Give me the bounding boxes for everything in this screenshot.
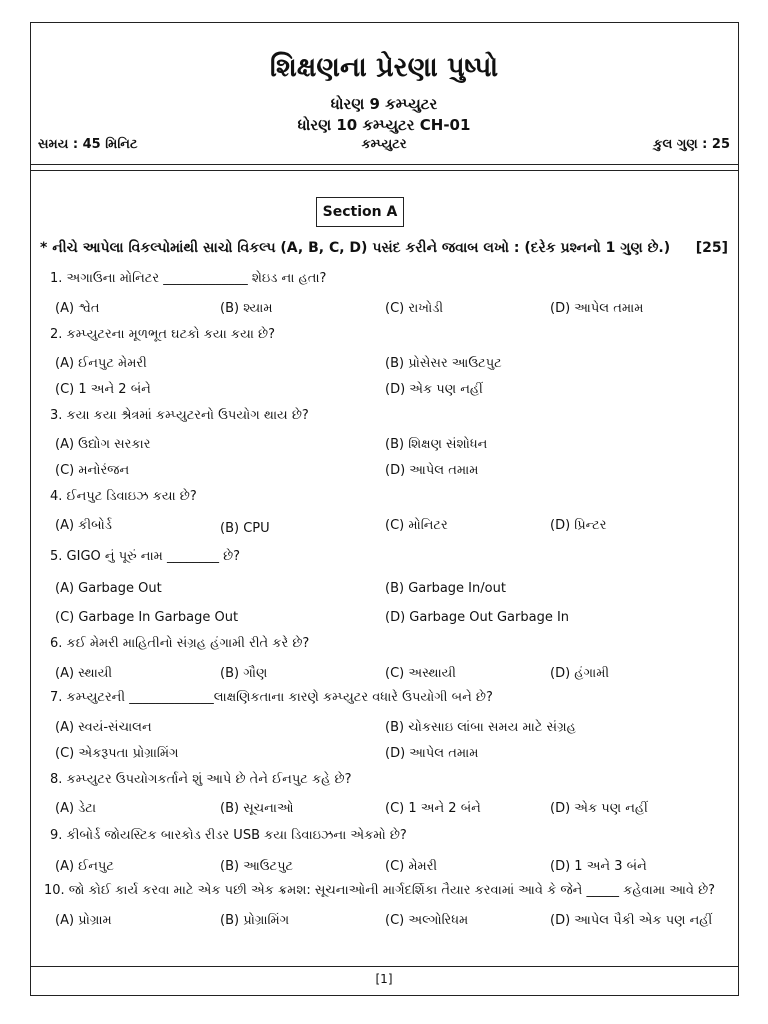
q7-option-d: (D) આપેલ તમામ: [385, 746, 479, 761]
subtitle-std9: ધોરણ 9 કમ્પ્યુટર: [330, 95, 438, 113]
footer-divider: [30, 966, 739, 967]
page-frame: [30, 22, 739, 996]
section-marks: [25]: [695, 240, 728, 256]
q4-option-a: (A) કીબોર્ડ: [55, 518, 112, 533]
q2-option-a: (A) ઈનપુટ મેમરી: [55, 356, 147, 371]
q10-option-b: (B) પ્રોગ્રામિંગ: [220, 913, 290, 928]
question-1: 1. અગાઉના મોનિટર _____________ શેઇડ ના હતા?: [50, 271, 327, 286]
q5-option-c: (C) Garbage In Garbage Out: [55, 610, 239, 625]
question-5: 5. GIGO નું પૂરું નામ ________ છે?: [50, 549, 241, 564]
q8-option-c: (C) 1 અને 2 બંને: [385, 801, 481, 816]
q6-option-b: (B) ગૌણ: [220, 666, 268, 681]
q9-option-d: (D) 1 અને 3 બંને: [550, 859, 647, 874]
question-8: 8. કમ્પ્યુટર ઉપયોગકર્તાને શું આપે છે તેને ઈનપુટ કહે છે?: [50, 772, 352, 787]
q5-option-b: (B) Garbage In/out: [385, 581, 506, 596]
q6-option-a: (A) સ્થાયી: [55, 666, 113, 681]
q5-option-d: (D) Garbage Out Garbage In: [385, 610, 570, 625]
q10-option-d: (D) આપેલ પૈકી એક પણ નહીં: [550, 913, 713, 928]
exam-time: સમય : 45 મિનિટ: [38, 137, 138, 152]
q8-option-d: (D) એક પણ નહીં: [550, 801, 648, 816]
q9-option-b: (B) આઉટપુટ: [220, 859, 294, 874]
page-title: શિક્ષણના પ્રેરણા પુષ્પો: [269, 52, 499, 83]
q5-option-a: (A) Garbage Out: [55, 581, 162, 596]
question-9: 9. કીબોર્ડ જોયસ્ટિક બારકોડ રીડર USB કયા ડિવાઇઝના એકમો છે?: [50, 828, 407, 843]
header-divider-top: [30, 164, 739, 165]
q9-option-c: (C) મેમરી: [385, 859, 438, 874]
total-marks: કુલ ગુણ : 25: [653, 137, 730, 152]
question-2: 2. કમ્પ્યુટરના મૂળભૂત ઘટકો કયા કયા છે?: [50, 327, 275, 342]
q10-option-a: (A) પ્રોગ્રામ: [55, 913, 112, 928]
q2-option-d: (D) એક પણ નહીં: [385, 382, 483, 397]
q8-option-b: (B) સૂચનાઓ: [220, 801, 294, 816]
subject-name: કમ્પ્યુટર: [361, 137, 407, 152]
q7-option-a: (A) સ્વયં-સંચાલન: [55, 720, 152, 735]
q3-option-c: (C) મનોરંજન: [55, 463, 130, 478]
q4-option-c: (C) મોનિટર: [385, 518, 448, 533]
q3-option-a: (A) ઉદ્યોગ સરકાર: [55, 437, 151, 452]
q3-option-b: (B) શિક્ષણ સંશોધન: [385, 437, 488, 452]
q4-option-b: (B) CPU: [220, 521, 270, 536]
q7-option-b: (B) ચોકસાઇ લાંબા સમય માટે સંગ્રહ: [385, 720, 576, 735]
q7-option-c: (C) એકરૂપતા પ્રોગ્રામિંગ: [55, 746, 179, 761]
q1-option-c: (C) રાખોડી: [385, 301, 444, 316]
question-10: 10. જો કોઈ કાર્ય કરવા માટે એક પછી એક ક્રમશ: સૂચનાઓની માર્ગદર્શિકા તૈયાર કરવામાં આવે કે જેને _____ કહેવામા આવે છે?: [44, 883, 716, 898]
q8-option-a: (A) ડેટા: [55, 801, 97, 816]
q6-option-c: (C) અસ્થાયી: [385, 666, 457, 681]
q3-option-d: (D) આપેલ તમામ: [385, 463, 479, 478]
q2-option-b: (B) પ્રોસેસર આઉટપુટ: [385, 356, 502, 371]
subtitle-std10: ધોરણ 10 કમ્પ્યુટર CH-01: [297, 116, 471, 134]
q9-option-a: (A) ઈનપુટ: [55, 859, 114, 874]
q6-option-d: (D) હંગામી: [550, 666, 610, 681]
section-instruction: * નીચે આપેલા વિકલ્પોમાંથી સાચો વિકલ્પ (A, B, C, D) પસંદ કરીને જવાબ લખો : (દરેક પ્રશ્નનો 1 ગુણ છે.): [40, 240, 671, 256]
question-7: 7. કમ્પ્યુટરની _____________લાક્ષણિકતાના કારણે કમ્પ્યુટર વધારે ઉપયોગી બને છે?: [50, 690, 493, 705]
question-3: 3. કયા કયા શ્રેત્રમાં કમ્પ્યુટરનો ઉપયોગ થાય છે?: [50, 408, 309, 423]
q10-option-c: (C) અલ્ગોરિધમ: [385, 913, 469, 928]
page-number: [1]: [375, 972, 393, 986]
q1-option-a: (A) શ્વેત: [55, 301, 100, 316]
q2-option-c: (C) 1 અને 2 બંને: [55, 382, 151, 397]
header-divider-bottom: [30, 170, 739, 171]
q1-option-d: (D) આપેલ તમામ: [550, 301, 644, 316]
q4-option-d: (D) પ્રિન્ટર: [550, 518, 607, 533]
q1-option-b: (B) શ્યામ: [220, 301, 273, 316]
section-label: Section A: [316, 197, 404, 227]
question-4: 4. ઈનપુટ ડિવાઇઝ કયા છે?: [50, 489, 197, 504]
question-6: 6. કઈ મેમરી માહિતીનો સંગ્રહ હંગામી રીતે કરે છે?: [50, 636, 310, 651]
